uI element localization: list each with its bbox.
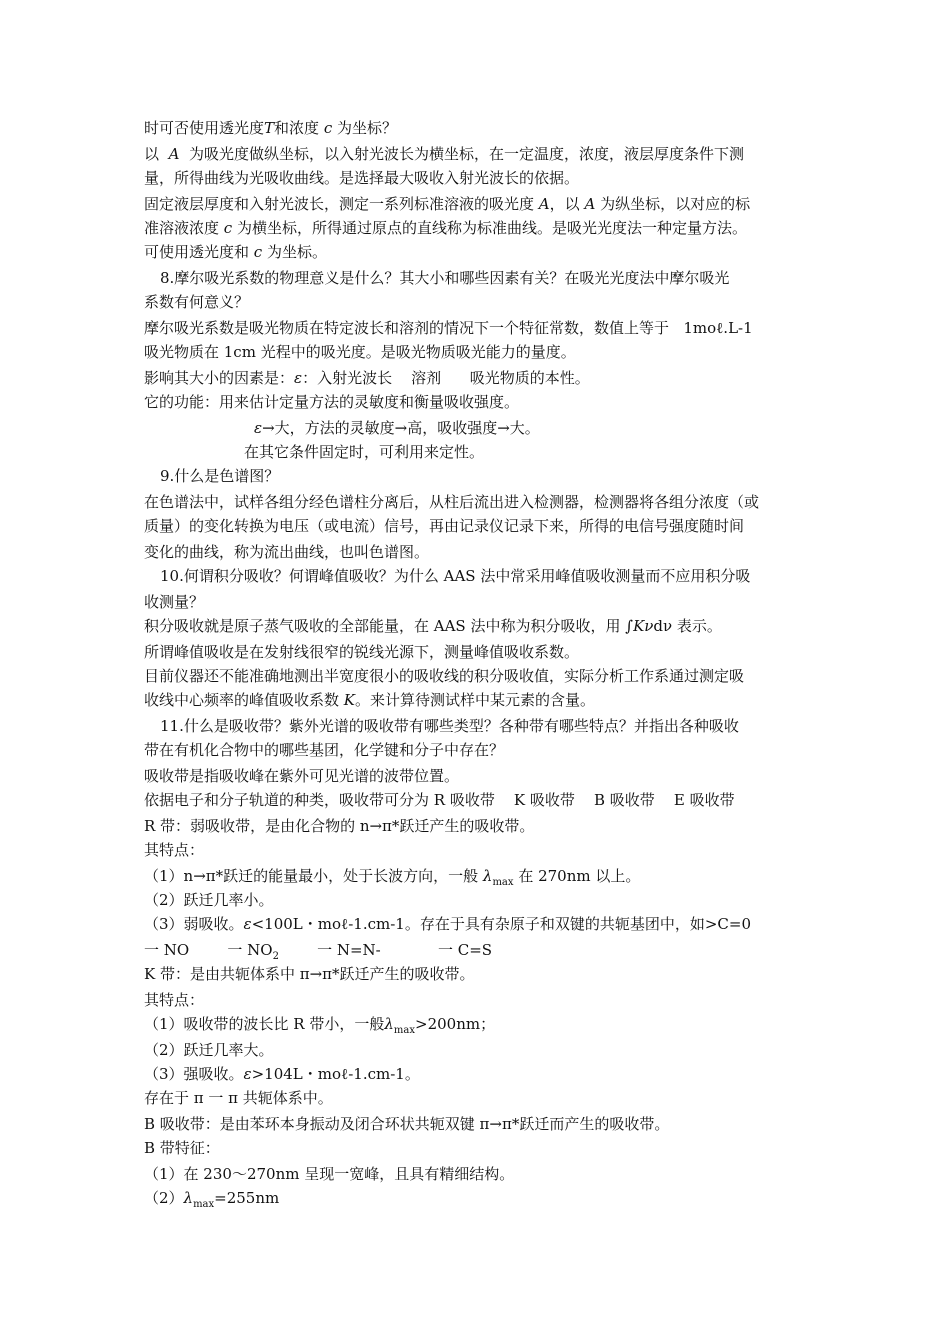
text-line: 所谓峰值吸收是在发射线很窄的锐线光源下，测量峰值吸收系数。 — [144, 643, 580, 661]
text: 为横坐标，所得通过原点的直线称为标准曲线。是吸光光度法一种定量方法。 — [236, 219, 747, 237]
text-line — [144, 940, 492, 967]
text-line — [144, 218, 747, 238]
subscript: 2 — [272, 951, 279, 962]
text: （2） — [144, 1189, 184, 1207]
text: >200nm； — [415, 1015, 496, 1033]
text-line — [144, 866, 640, 893]
text: B 吸收带 — [593, 791, 655, 809]
text-line: 带在有机化合物中的哪些基团，化学键和分子中存在？ — [144, 741, 505, 759]
question-heading: 8.摩尔吸光系数的物理意义是什么？其大小和哪些因素有关？在吸光光度法中摩尔吸光 — [160, 269, 730, 287]
symbol-epsilon: ε — [254, 419, 263, 437]
text: dν 表示。 — [653, 617, 722, 635]
symbol-epsilon: ε — [243, 1065, 252, 1083]
text: 积分吸收就是原子蒸气吸收的全部能量，在 AAS 法中称为积分吸收，用 ∫ — [144, 617, 634, 635]
text: =255nm — [214, 1189, 280, 1207]
symbol-epsilon: ε — [243, 915, 252, 933]
text-line: （1）在 230～270nm 呈现一宽峰，且具有精细结构。 — [144, 1165, 515, 1183]
text-line: 收测量？ — [144, 593, 205, 611]
symbol-A: A — [584, 195, 596, 213]
text-line: 在色谱法中，试样各组分经色谱柱分离后，从柱后流出进入检测器，检测器将各组分浓度（或 — [144, 493, 760, 511]
text-line: 其特点： — [144, 841, 205, 859]
symbol-lambda: λ — [482, 867, 493, 885]
text-line — [144, 1188, 279, 1215]
symbol-A: A — [538, 195, 550, 213]
text: 和浓度 — [274, 119, 320, 137]
symbol-K: K — [343, 691, 356, 709]
text-line — [254, 418, 540, 438]
subscript: max — [492, 877, 514, 888]
question-heading: 10.何谓积分吸收？何谓峰值吸收？为什么 AAS 法中常采用峰值吸收测量而不应用积分吸 — [160, 567, 751, 585]
text: ：入射光波长 — [302, 369, 393, 387]
text: 为纵坐标，以对应的标 — [600, 195, 751, 213]
symbol-lambda: λ — [384, 1015, 394, 1033]
text: 为坐标。 — [266, 243, 327, 261]
text-line: B 带特征： — [144, 1139, 220, 1157]
text-line — [144, 368, 590, 388]
text: 一 NO — [227, 941, 273, 959]
symbol-A: A — [168, 145, 180, 163]
text: 1moℓ.L-1 — [683, 319, 753, 337]
symbol-lambda: λ — [183, 1189, 194, 1207]
text: 依据电子和分子轨道的种类，吸收带可分为 R 吸收带 — [144, 791, 495, 809]
text: K 吸收带 — [513, 791, 575, 809]
text: 收线中心频率的峰值吸收系数 — [144, 691, 340, 709]
text: （1）n→π*跃迁的能量最小，处于长波方向，一般 — [144, 867, 479, 885]
text: ，以 — [549, 195, 580, 213]
text: 准溶液浓度 — [144, 219, 220, 237]
text-line: K 带：是由共轭体系中 π→π*跃迁产生的吸收带。 — [144, 965, 475, 983]
text-line — [144, 194, 750, 214]
text-line: 在其它条件固定时，可利用来定性。 — [244, 443, 485, 461]
text-line: 系数有何意义？ — [144, 293, 250, 311]
text: （3）弱吸收。 — [144, 915, 244, 933]
text: →大，方法的灵敏度→高，吸收强度→大。 — [262, 419, 540, 437]
subscript: max — [393, 1025, 415, 1036]
text: （3）强吸收。 — [144, 1065, 244, 1083]
text: E 吸收带 — [673, 791, 735, 809]
text-line: 吸光物质在 1cm 光程中的吸光度。是吸光物质吸光能力的量度。 — [144, 343, 576, 361]
text-line: 其特点： — [144, 991, 205, 1009]
text: 。来计算待测试样中某元素的含量。 — [355, 691, 596, 709]
symbol-epsilon: ε — [294, 369, 303, 387]
text-line: R 带：弱吸收带，是由化合物的 n→π*跃迁产生的吸收带。 — [144, 817, 535, 835]
text: 时可否使用透光度 — [144, 119, 265, 137]
text: 溶剂 — [411, 369, 442, 387]
text: 可使用透光度和 — [144, 243, 250, 261]
symbol-T: T — [264, 119, 275, 137]
text-line: 目前仪器还不能准确地测出半宽度很小的吸收线的积分吸收值，实际分析工作系通过测定吸 — [144, 667, 745, 685]
text: 一 C=S — [437, 941, 493, 959]
text: 影响其大小的因素是： — [144, 369, 295, 387]
text-line — [144, 616, 722, 636]
text: 固定液层厚度和入射光波长，测定一系列标准溶液的吸光度 — [144, 195, 535, 213]
symbol-c: c — [223, 219, 233, 237]
question-heading: 11.什么是吸收带？紫外光谱的吸收带有哪些类型？各种带有哪些特点？并指出各种吸收 — [160, 717, 739, 735]
text-line: （2）跃迁几率小。 — [144, 891, 274, 909]
text-line: 吸收带是指吸收峰在紫外可见光谱的波带位置。 — [144, 767, 460, 785]
text: （1）吸收带的波长比 R 带小，一般 — [144, 1015, 385, 1033]
symbol-c: c — [323, 119, 333, 137]
text: <100L・moℓ-1.cm-1。存在于具有杂原子和双键的共轭基团中，如>C=0 — [251, 915, 751, 933]
symbol-c: c — [253, 243, 263, 261]
text: 为坐标？ — [337, 119, 398, 137]
subscript: max — [193, 1199, 215, 1210]
text-line: B 吸收带：是由苯环本身振动及闭合环状共轭双键 π→π*跃迁而产生的吸收带。 — [144, 1115, 670, 1133]
text: 一 NO — [144, 941, 190, 959]
text-line — [144, 1014, 495, 1041]
text-line — [144, 790, 735, 810]
text: 以 — [144, 145, 160, 163]
text-line: 质量）的变化转换为电压（或电流）信号，再由记录仪记录下来，所得的电信号强度随时间 — [144, 517, 745, 535]
text-line: 存在于 π 一 π 共轭体系中。 — [144, 1089, 333, 1107]
text-line — [144, 914, 751, 934]
text-line — [144, 118, 397, 138]
text-line: 量，所得曲线为光吸收曲线。是选择最大吸收入射光波长的依据。 — [144, 169, 580, 187]
text: 一 N=N- — [317, 941, 381, 959]
text: >104L・moℓ-1.cm-1。 — [251, 1065, 420, 1083]
text-line: 变化的曲线，称为流出曲线，也叫色谱图。 — [144, 543, 430, 561]
symbol-K: Kν — [633, 617, 654, 635]
text-line — [144, 1064, 420, 1084]
text: 吸光物质的本性。 — [469, 369, 590, 387]
text: 在 270nm 以上。 — [518, 867, 641, 885]
text: 为吸光度做纵坐标，以入射光波长为横坐标，在一定温度，浓度，液层厚度条件下测 — [188, 145, 744, 163]
text: 摩尔吸光系数是吸光物质在特定波长和溶剂的情况下一个特征常数，数值上等于 — [144, 319, 670, 337]
text-line — [144, 318, 753, 338]
text-line — [144, 690, 595, 710]
text-line — [144, 242, 327, 262]
question-heading: 9.什么是色谱图？ — [160, 467, 280, 485]
text-line — [144, 144, 744, 164]
text-line: 它的功能：用来估计定量方法的灵敏度和衡量吸收强度。 — [144, 393, 520, 411]
text-line: （2）跃迁几率大。 — [144, 1041, 274, 1059]
